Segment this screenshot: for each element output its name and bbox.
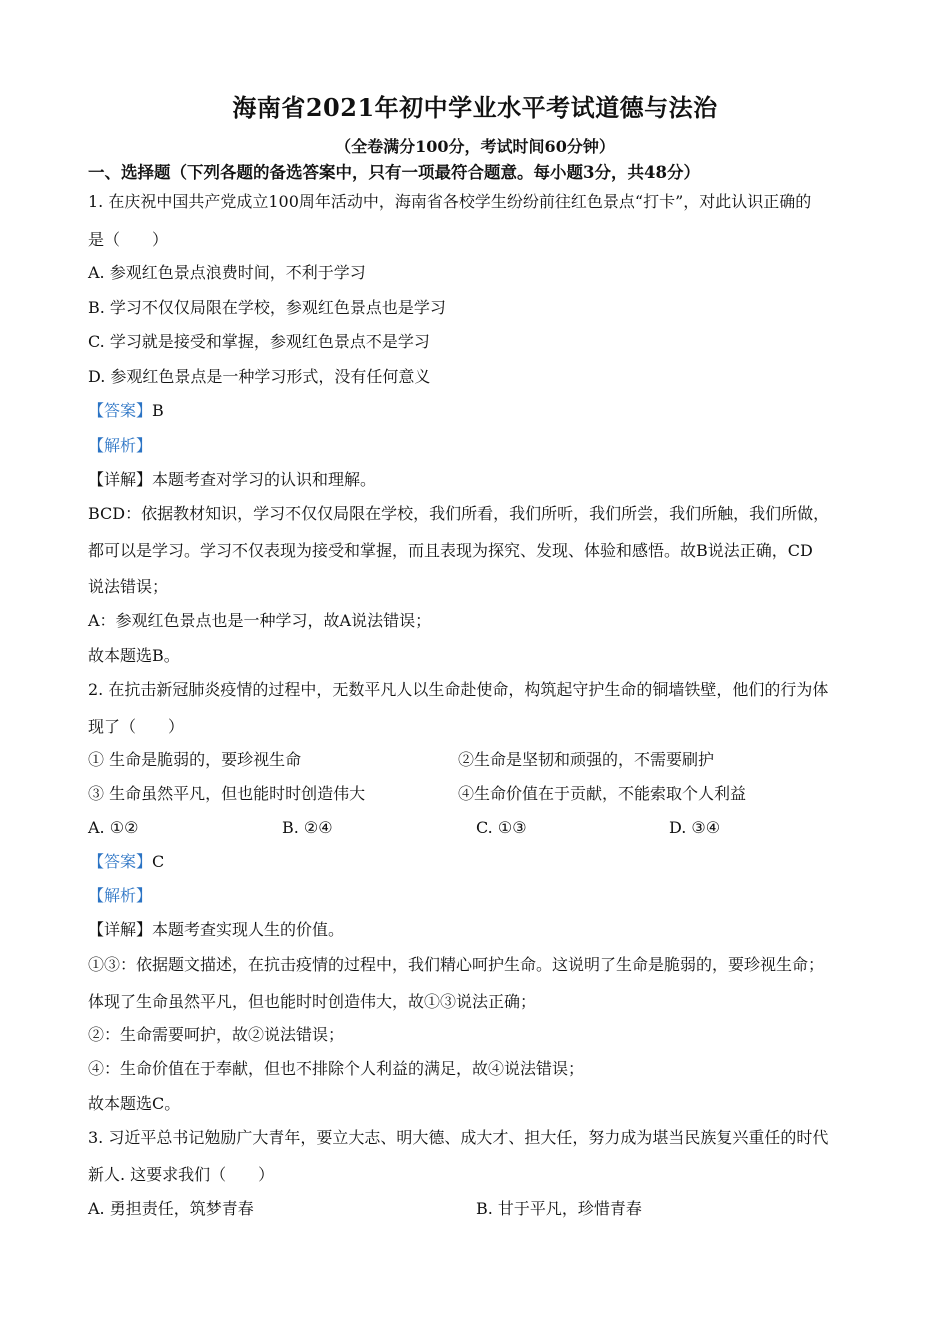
page-subtitle: （全卷满分100分，考试时间60分钟） [335, 137, 615, 156]
q1-option-d: D. 参观红色景点是一种学习形式，没有任何意义 [88, 367, 431, 386]
section-heading: 一、选择题（下列各题的备选答案中，只有一项最符合题意。每小题3分，共48分） [88, 163, 700, 182]
q1-explanation-5: 故本题选B。 [88, 646, 180, 665]
q2-statement-1: ① 生命是脆弱的，要珍视生命 [88, 750, 302, 769]
q1-analysis-tag: 【解析】 [88, 436, 153, 455]
q3-option-b: B. 甘于平凡，珍惜青春 [476, 1199, 642, 1218]
q1-explanation-2: 都可以是学习。学习不仅表现为接受和掌握，而且表现为探究、发现、体验和感悟。故B说法正确，CD [88, 541, 813, 560]
answer-value: B [152, 401, 164, 420]
q1-answer [88, 401, 164, 421]
q2-explanation-5: 故本题选C。 [88, 1094, 181, 1113]
answer-tag: 【答案】 [88, 852, 153, 871]
q2-stem-line1: 2. 在抗击新冠肺炎疫情的过程中，无数平凡人以生命赴使命，构筑起守护生命的铜墙铁壁，他们的行为体 [88, 680, 829, 699]
q1-detail: 【详解】本题考查对学习的认识和理解。 [88, 470, 377, 489]
q2-answer [88, 852, 164, 872]
q3-option-a: A. 勇担责任，筑梦青春 [88, 1199, 254, 1218]
q1-stem-line2: 是（ ） [88, 230, 169, 249]
q2-option-a: A. ①② [88, 818, 139, 837]
q2-analysis-tag: 【解析】 [88, 886, 153, 905]
answer-tag: 【答案】 [88, 401, 153, 420]
q1-option-b: B. 学习不仅仅局限在学校，参观红色景点也是学习 [88, 298, 446, 317]
q1-option-c: C. 学习就是接受和掌握，参观红色景点不是学习 [88, 332, 430, 351]
q2-detail: 【详解】本题考查实现人生的价值。 [88, 920, 345, 939]
q2-explanation-3: ②：生命需要呵护，故②说法错误； [88, 1025, 345, 1044]
page-title: 海南省2021年初中学业水平考试道德与法治 [232, 93, 718, 122]
q1-explanation-4: A：参观红色景点也是一种学习，故A说法错误； [88, 611, 432, 630]
q1-explanation-1: BCD：依据教材知识，学习不仅仅局限在学校，我们所看，我们所听，我们所尝，我们所触，我们所做， [88, 504, 830, 523]
q1-stem-line1: 1. 在庆祝中国共产党成立100周年活动中，海南省各校学生纷纷前往红色景点“打卡”，对此认识正确的 [88, 192, 812, 211]
q2-option-b: B. ②④ [282, 818, 333, 837]
q1-option-a: A. 参观红色景点浪费时间，不利于学习 [88, 263, 366, 282]
q2-stem-line2: 现了（ ） [88, 717, 185, 736]
q2-statement-3: ③ 生命虽然平凡，但也能时时创造伟大 [88, 784, 366, 803]
q2-option-c: C. ①③ [476, 818, 527, 837]
q2-statement-4: ④生命价值在于贡献，不能索取个人利益 [458, 784, 747, 803]
answer-value: C [152, 852, 165, 871]
q2-explanation-1: ①③：依据题文描述，在抗击疫情的过程中，我们精心呵护生命。这说明了生命是脆弱的，要珍视生命； [88, 955, 825, 974]
q2-option-d: D. ③④ [669, 818, 721, 837]
q2-explanation-2: 体现了生命虽然平凡，但也能时时创造伟大，故①③说法正确； [88, 992, 537, 1011]
q2-statement-2: ②生命是坚韧和顽强的，不需要刷护 [458, 750, 715, 769]
q3-stem-line1: 3. 习近平总书记勉励广大青年，要立大志、明大德、成大才、担大任，努力成为堪当民族复兴重任的时代 [88, 1128, 829, 1147]
q1-explanation-3: 说法错误； [88, 577, 169, 596]
q2-explanation-4: ④：生命价值在于奉献，但也不排除个人利益的满足，故④说法错误； [88, 1059, 585, 1078]
q3-stem-line2: 新人. 这要求我们（ ） [88, 1165, 275, 1184]
